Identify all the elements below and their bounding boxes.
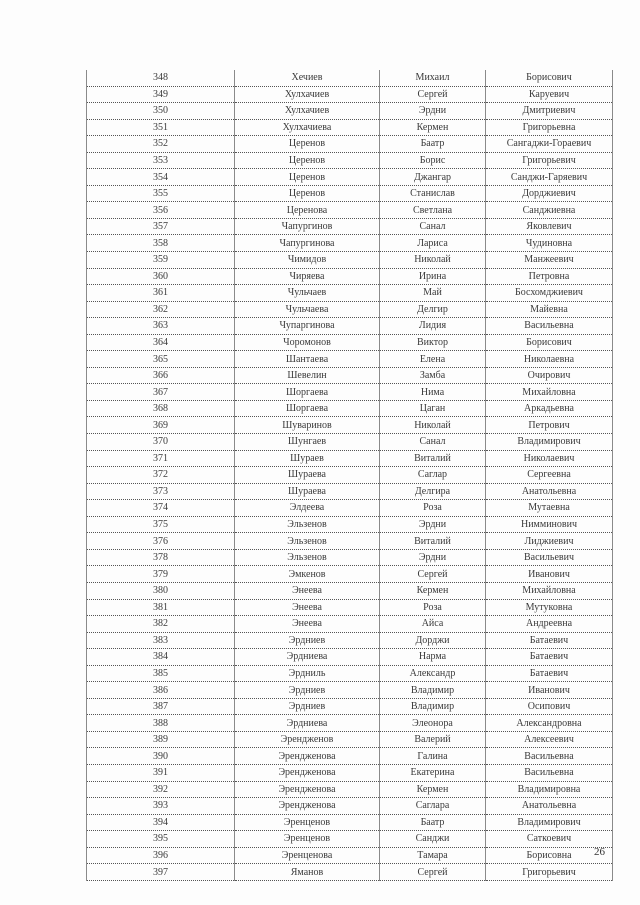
patronymic-cell: Сергеевна	[486, 467, 613, 484]
first-name-cell: Делгира	[380, 483, 486, 500]
patronymic-cell: Мутуковна	[486, 599, 613, 616]
table-row	[87, 748, 613, 765]
first-name-cell: Станислав	[380, 185, 486, 202]
row-number-cell: 369	[87, 417, 235, 434]
table-row	[87, 334, 613, 351]
row-number-cell: 378	[87, 549, 235, 566]
row-number-cell: 365	[87, 351, 235, 368]
table-row	[87, 169, 613, 186]
patronymic-cell: Васильевна	[486, 748, 613, 765]
last-name-cell: Эрдниль	[235, 665, 380, 682]
first-name-cell: Дорджи	[380, 632, 486, 649]
patronymic-cell: Дорджиевич	[486, 185, 613, 202]
row-number-cell: 392	[87, 781, 235, 798]
row-number-cell: 360	[87, 268, 235, 285]
first-name-cell: Нима	[380, 384, 486, 401]
first-name-cell: Виталий	[380, 450, 486, 467]
last-name-cell: Чульчаева	[235, 301, 380, 318]
first-name-cell: Валерий	[380, 731, 486, 748]
row-number-cell: 350	[87, 103, 235, 120]
patronymic-cell: Борисовна	[486, 847, 613, 864]
row-number-cell: 381	[87, 599, 235, 616]
last-name-cell: Эренценов	[235, 814, 380, 831]
first-name-cell: Борис	[380, 152, 486, 169]
patronymic-cell: Лиджиевич	[486, 533, 613, 550]
patronymic-cell: Батаевич	[486, 665, 613, 682]
last-name-cell: Хулхачиев	[235, 86, 380, 103]
row-number-cell: 364	[87, 334, 235, 351]
row-number-cell: 371	[87, 450, 235, 467]
row-number-cell: 379	[87, 566, 235, 583]
row-number-cell: 363	[87, 318, 235, 335]
last-name-cell: Чапургинов	[235, 218, 380, 235]
last-name-cell: Шунгаев	[235, 434, 380, 451]
first-name-cell: Санджи	[380, 831, 486, 848]
table-row	[87, 70, 613, 86]
last-name-cell: Чоромонов	[235, 334, 380, 351]
table-row	[87, 152, 613, 169]
first-name-cell: Галина	[380, 748, 486, 765]
row-number-cell: 383	[87, 632, 235, 649]
table-row	[87, 781, 613, 798]
first-name-cell: Виталий	[380, 533, 486, 550]
last-name-cell: Элдеева	[235, 500, 380, 517]
first-name-cell: Делгир	[380, 301, 486, 318]
row-number-cell: 385	[87, 665, 235, 682]
patronymic-cell: Иванович	[486, 566, 613, 583]
patronymic-cell: Анатольевна	[486, 798, 613, 815]
table-row	[87, 103, 613, 120]
row-number-cell: 391	[87, 764, 235, 781]
last-name-cell: Чульчаев	[235, 285, 380, 302]
last-name-cell: Эльзенов	[235, 533, 380, 550]
first-name-cell: Цаган	[380, 400, 486, 417]
last-name-cell: Чупаргинова	[235, 318, 380, 335]
table-row	[87, 218, 613, 235]
row-number-cell: 395	[87, 831, 235, 848]
patronymic-cell: Васильевна	[486, 318, 613, 335]
patronymic-cell: Мутаевна	[486, 500, 613, 517]
first-name-cell: Тамара	[380, 847, 486, 864]
row-number-cell: 349	[87, 86, 235, 103]
row-number-cell: 387	[87, 698, 235, 715]
last-name-cell: Чимидов	[235, 252, 380, 269]
last-name-cell: Эренценов	[235, 831, 380, 848]
first-name-cell: Николай	[380, 252, 486, 269]
patronymic-cell: Григорьевна	[486, 119, 613, 136]
patronymic-cell: Саткоевич	[486, 831, 613, 848]
page-number: 26	[594, 846, 605, 858]
row-number-cell: 356	[87, 202, 235, 219]
last-name-cell: Хечиев	[235, 70, 380, 86]
first-name-cell: Екатерина	[380, 764, 486, 781]
patronymic-cell: Михайловна	[486, 384, 613, 401]
patronymic-cell: Манжеевич	[486, 252, 613, 269]
table-row	[87, 467, 613, 484]
first-name-cell: Роза	[380, 500, 486, 517]
table-row	[87, 616, 613, 633]
row-number-cell: 394	[87, 814, 235, 831]
row-number-cell: 384	[87, 649, 235, 666]
table-row	[87, 566, 613, 583]
table-row	[87, 136, 613, 153]
row-number-cell: 348	[87, 70, 235, 86]
first-name-cell: Александр	[380, 665, 486, 682]
last-name-cell: Шевелин	[235, 367, 380, 384]
table-row	[87, 202, 613, 219]
row-number-cell: 388	[87, 715, 235, 732]
row-number-cell: 374	[87, 500, 235, 517]
first-name-cell: Ирина	[380, 268, 486, 285]
table-row	[87, 285, 613, 302]
table-row	[87, 533, 613, 550]
last-name-cell: Шураев	[235, 450, 380, 467]
table-row	[87, 252, 613, 269]
row-number-cell: 353	[87, 152, 235, 169]
table-row	[87, 831, 613, 848]
first-name-cell: Роза	[380, 599, 486, 616]
table-row	[87, 682, 613, 699]
patronymic-cell: Николаевна	[486, 351, 613, 368]
table-row	[87, 582, 613, 599]
row-number-cell: 352	[87, 136, 235, 153]
row-number-cell: 367	[87, 384, 235, 401]
last-name-cell: Яманов	[235, 864, 380, 881]
row-number-cell: 386	[87, 682, 235, 699]
table-row	[87, 698, 613, 715]
patronymic-cell: Иванович	[486, 682, 613, 699]
first-name-cell: Михаил	[380, 70, 486, 86]
patronymic-cell: Михайловна	[486, 582, 613, 599]
first-name-cell: Сергей	[380, 566, 486, 583]
table-row	[87, 86, 613, 103]
table-row	[87, 351, 613, 368]
first-name-cell: Эрдни	[380, 549, 486, 566]
table-row	[87, 367, 613, 384]
first-name-cell: Джангар	[380, 169, 486, 186]
first-name-cell: Кермен	[380, 582, 486, 599]
table-row	[87, 632, 613, 649]
table-row	[87, 599, 613, 616]
patronymic-cell: Григорьевич	[486, 152, 613, 169]
patronymic-cell: Владимирович	[486, 814, 613, 831]
last-name-cell: Эмкенов	[235, 566, 380, 583]
patronymic-cell: Каруевич	[486, 86, 613, 103]
last-name-cell: Церенов	[235, 136, 380, 153]
first-name-cell: Владимир	[380, 682, 486, 699]
first-name-cell: Виктор	[380, 334, 486, 351]
patronymic-cell: Батаевич	[486, 649, 613, 666]
table-row	[87, 400, 613, 417]
table-row	[87, 764, 613, 781]
row-number-cell: 389	[87, 731, 235, 748]
table-row	[87, 384, 613, 401]
row-number-cell: 390	[87, 748, 235, 765]
last-name-cell: Эрендженова	[235, 764, 380, 781]
row-number-cell: 380	[87, 582, 235, 599]
last-name-cell: Шантаева	[235, 351, 380, 368]
table-row	[87, 500, 613, 517]
first-name-cell: Май	[380, 285, 486, 302]
last-name-cell: Эрдниева	[235, 715, 380, 732]
row-number-cell: 357	[87, 218, 235, 235]
row-number-cell: 361	[87, 285, 235, 302]
first-name-cell: Владимир	[380, 698, 486, 715]
table-row	[87, 798, 613, 815]
table-row	[87, 417, 613, 434]
patronymic-cell: Петрович	[486, 417, 613, 434]
first-name-cell: Санал	[380, 218, 486, 235]
patronymic-cell: Анатольевна	[486, 483, 613, 500]
first-name-cell: Николай	[380, 417, 486, 434]
last-name-cell: Эльзенов	[235, 549, 380, 566]
last-name-cell: Эрдниев	[235, 632, 380, 649]
last-name-cell: Хулхачиев	[235, 103, 380, 120]
first-name-cell: Лариса	[380, 235, 486, 252]
first-name-cell: Айса	[380, 616, 486, 633]
row-number-cell: 354	[87, 169, 235, 186]
first-name-cell: Светлана	[380, 202, 486, 219]
first-name-cell: Лидия	[380, 318, 486, 335]
row-number-cell: 355	[87, 185, 235, 202]
patronymic-cell: Чудиновна	[486, 235, 613, 252]
row-number-cell: 382	[87, 616, 235, 633]
table-row	[87, 185, 613, 202]
last-name-cell: Шоргаева	[235, 384, 380, 401]
row-number-cell: 358	[87, 235, 235, 252]
patronymic-cell: Владимировна	[486, 781, 613, 798]
first-name-cell: Эрдни	[380, 516, 486, 533]
last-name-cell: Эрендженова	[235, 748, 380, 765]
patronymic-cell: Батаевич	[486, 632, 613, 649]
table-row	[87, 731, 613, 748]
table-row	[87, 235, 613, 252]
patronymic-cell: Андреевна	[486, 616, 613, 633]
patronymic-cell: Майевна	[486, 301, 613, 318]
last-name-cell: Чиряева	[235, 268, 380, 285]
last-name-cell: Хулхачиева	[235, 119, 380, 136]
first-name-cell: Саглар	[380, 467, 486, 484]
last-name-cell: Церенов	[235, 185, 380, 202]
table-row	[87, 847, 613, 864]
last-name-cell: Энеева	[235, 599, 380, 616]
first-name-cell: Санал	[380, 434, 486, 451]
first-name-cell: Элеонора	[380, 715, 486, 732]
patronymic-cell: Осипович	[486, 698, 613, 715]
last-name-cell: Эльзенов	[235, 516, 380, 533]
patronymic-cell: Александровна	[486, 715, 613, 732]
table-row	[87, 516, 613, 533]
last-name-cell: Эрендженова	[235, 798, 380, 815]
patronymic-cell: Григорьевич	[486, 864, 613, 881]
patronymic-cell: Яковлевич	[486, 218, 613, 235]
first-name-cell: Елена	[380, 351, 486, 368]
row-number-cell: 397	[87, 864, 235, 881]
patronymic-cell: Сангаджи-Гораевич	[486, 136, 613, 153]
first-name-cell: Кермен	[380, 781, 486, 798]
row-number-cell: 362	[87, 301, 235, 318]
table-row	[87, 665, 613, 682]
first-name-cell: Эрдни	[380, 103, 486, 120]
table-row	[87, 649, 613, 666]
patronymic-cell: Нимминович	[486, 516, 613, 533]
last-name-cell: Шураева	[235, 483, 380, 500]
last-name-cell: Энеева	[235, 582, 380, 599]
last-name-cell: Эрдниев	[235, 698, 380, 715]
patronymic-cell: Борисович	[486, 70, 613, 86]
row-number-cell: 396	[87, 847, 235, 864]
patronymic-cell: Босхомджиевич	[486, 285, 613, 302]
table-row	[87, 268, 613, 285]
row-number-cell: 359	[87, 252, 235, 269]
patronymic-cell: Санджиевна	[486, 202, 613, 219]
row-number-cell: 376	[87, 533, 235, 550]
table-row	[87, 814, 613, 831]
patronymic-cell: Васильевна	[486, 764, 613, 781]
last-name-cell: Эрдниева	[235, 649, 380, 666]
patronymic-cell: Санджи-Гаряевич	[486, 169, 613, 186]
patronymic-cell: Аркадьевна	[486, 400, 613, 417]
first-name-cell: Сергей	[380, 86, 486, 103]
last-name-cell: Эрдниев	[235, 682, 380, 699]
name-list-body	[87, 70, 613, 880]
last-name-cell: Церенов	[235, 152, 380, 169]
last-name-cell: Шуваринов	[235, 417, 380, 434]
first-name-cell: Саглара	[380, 798, 486, 815]
row-number-cell: 370	[87, 434, 235, 451]
patronymic-cell: Николаевич	[486, 450, 613, 467]
last-name-cell: Церенова	[235, 202, 380, 219]
table-row	[87, 434, 613, 451]
patronymic-cell: Алексеевич	[486, 731, 613, 748]
table-row	[87, 450, 613, 467]
row-number-cell: 373	[87, 483, 235, 500]
row-number-cell: 351	[87, 119, 235, 136]
last-name-cell: Энеева	[235, 616, 380, 633]
row-number-cell: 375	[87, 516, 235, 533]
last-name-cell: Шураева	[235, 467, 380, 484]
table-row	[87, 549, 613, 566]
last-name-cell: Эрендженов	[235, 731, 380, 748]
last-name-cell: Чапургинова	[235, 235, 380, 252]
row-number-cell: 372	[87, 467, 235, 484]
last-name-cell: Эрендженова	[235, 781, 380, 798]
patronymic-cell: Очирович	[486, 367, 613, 384]
last-name-cell: Шоргаева	[235, 400, 380, 417]
row-number-cell: 366	[87, 367, 235, 384]
patronymic-cell: Васильевич	[486, 549, 613, 566]
name-list-table	[86, 70, 613, 881]
table-row	[87, 119, 613, 136]
table-row	[87, 318, 613, 335]
first-name-cell: Кермен	[380, 119, 486, 136]
table-row	[87, 483, 613, 500]
first-name-cell: Баатр	[380, 814, 486, 831]
first-name-cell: Баатр	[380, 136, 486, 153]
patronymic-cell: Дмитриевич	[486, 103, 613, 120]
table-row	[87, 864, 613, 881]
patronymic-cell: Владимирович	[486, 434, 613, 451]
first-name-cell: Нарма	[380, 649, 486, 666]
table-row	[87, 715, 613, 732]
first-name-cell: Замба	[380, 367, 486, 384]
table-row	[87, 301, 613, 318]
patronymic-cell: Петровна	[486, 268, 613, 285]
first-name-cell: Сергей	[380, 864, 486, 881]
last-name-cell: Церенов	[235, 169, 380, 186]
row-number-cell: 368	[87, 400, 235, 417]
patronymic-cell: Борисович	[486, 334, 613, 351]
last-name-cell: Эренценова	[235, 847, 380, 864]
row-number-cell: 393	[87, 798, 235, 815]
